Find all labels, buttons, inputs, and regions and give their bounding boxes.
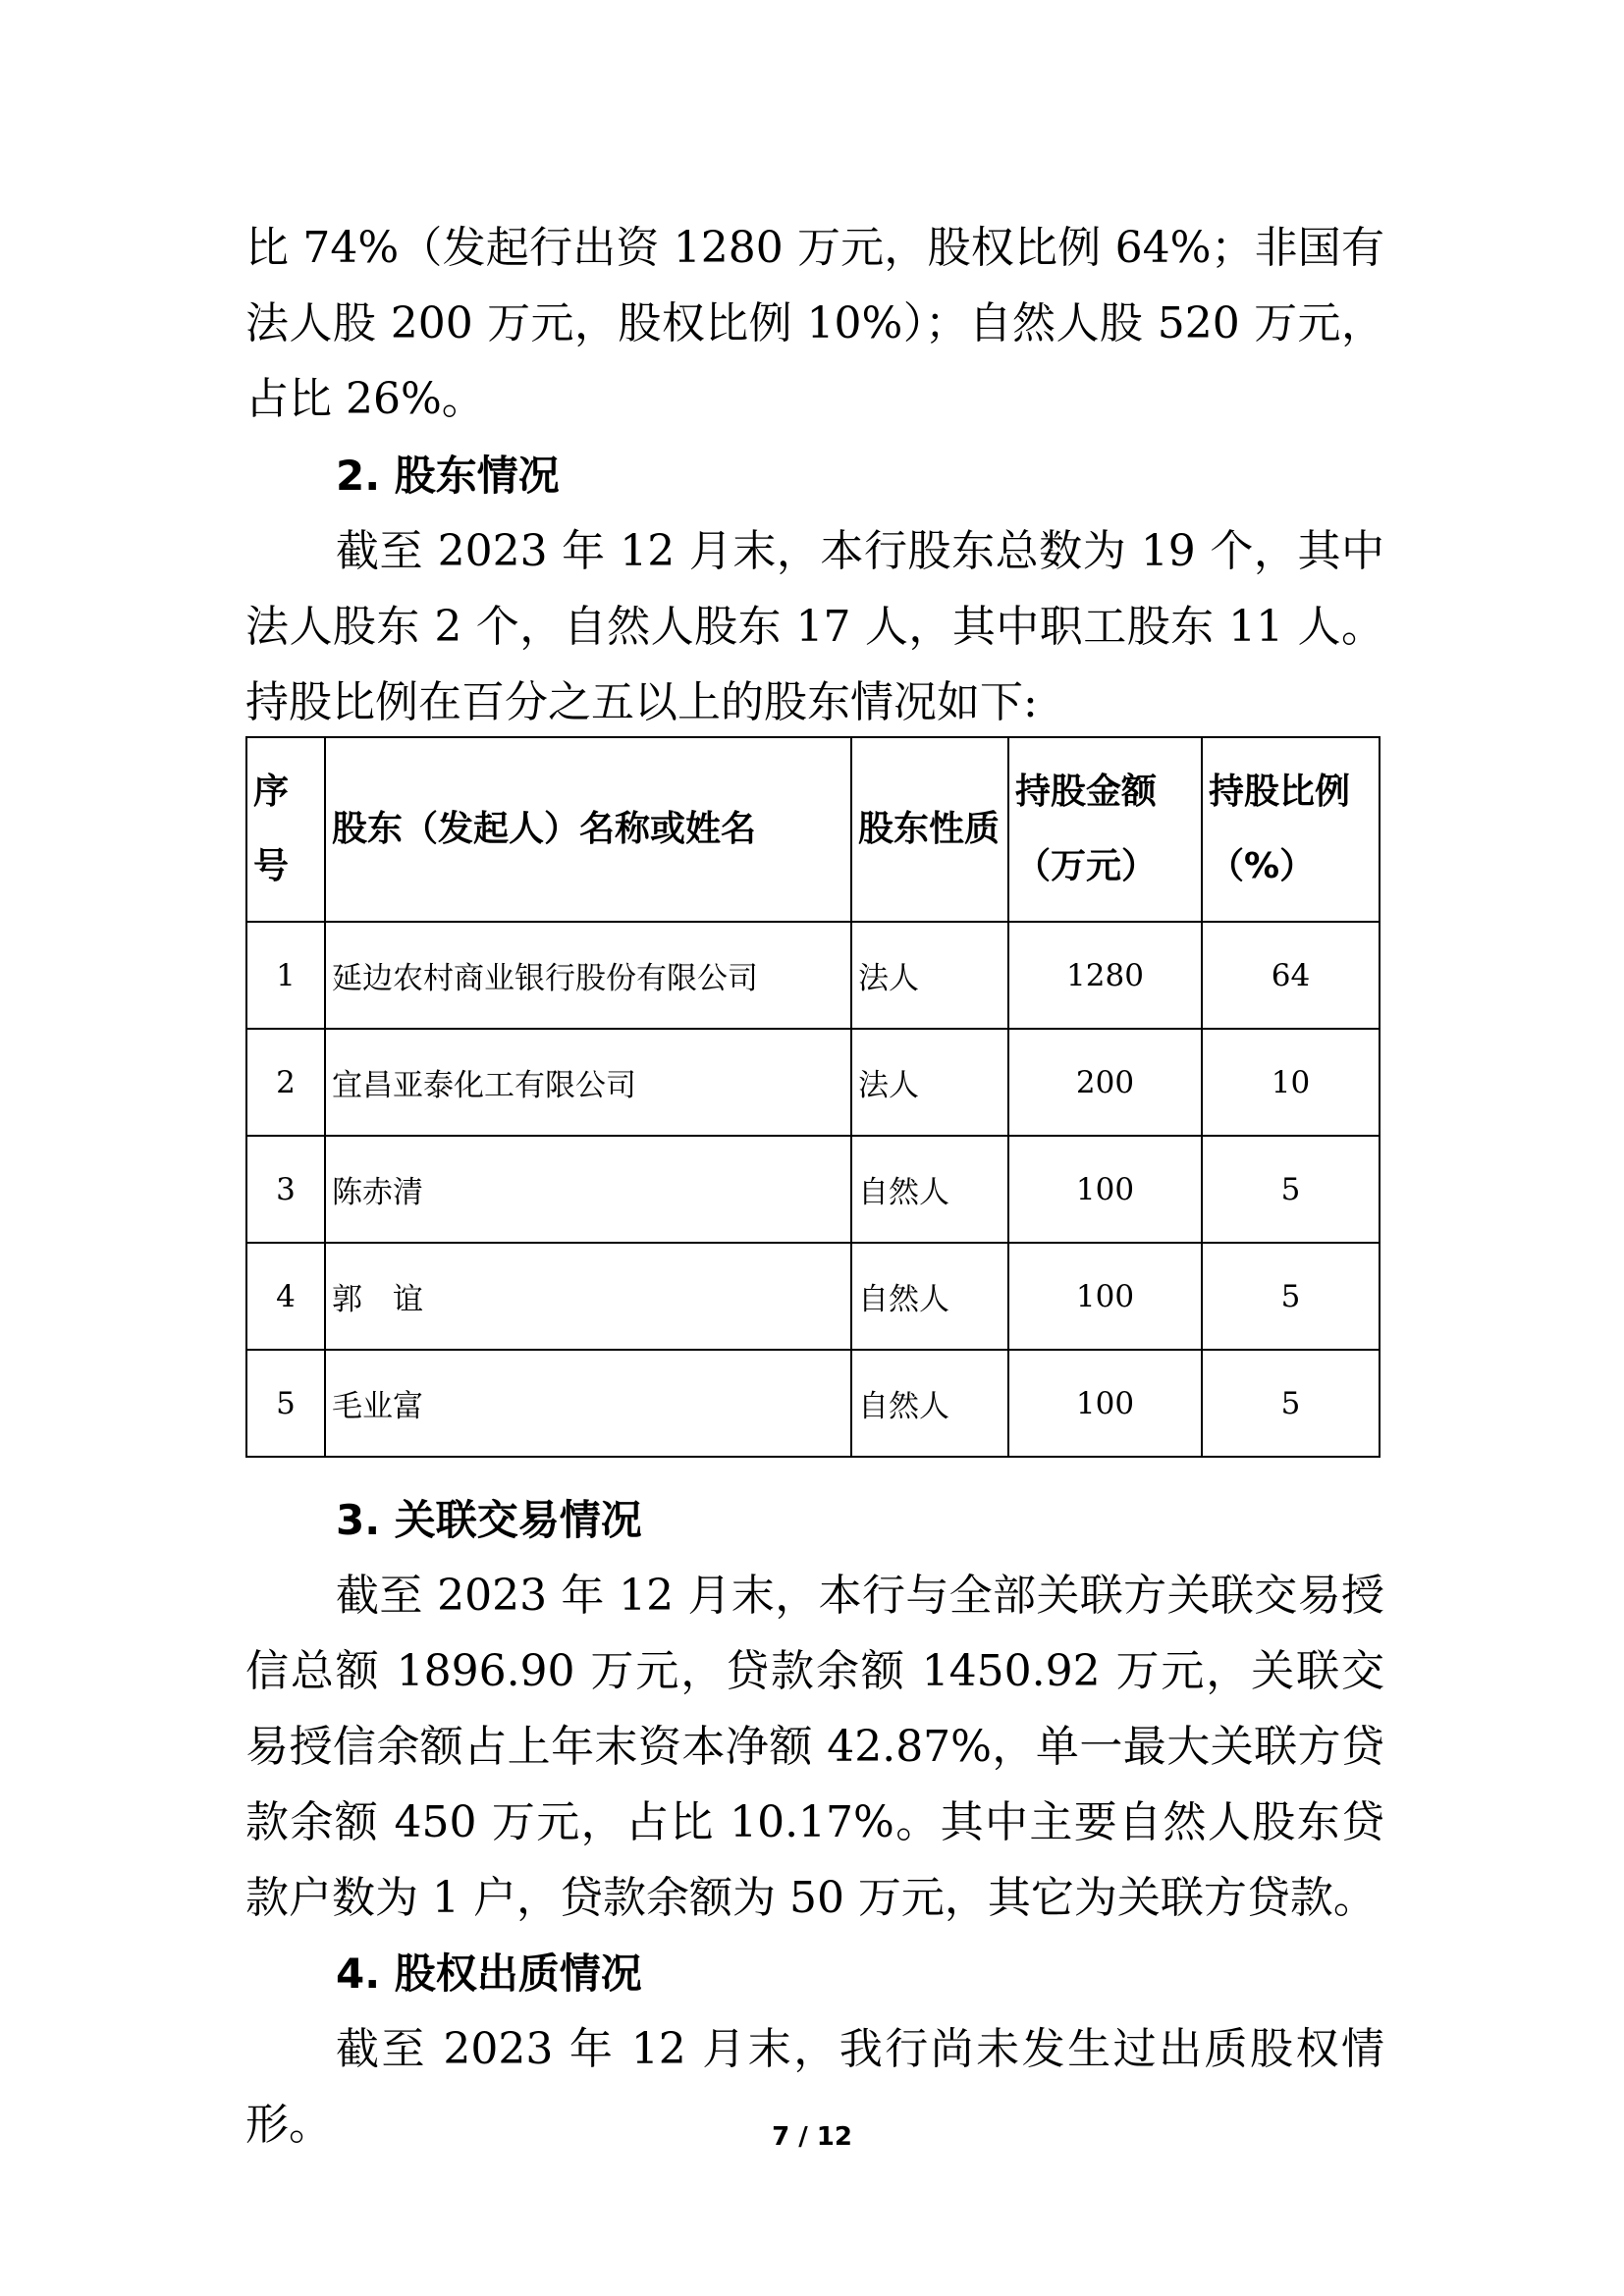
heading-related-transactions: 3. 关联交易情况 [336, 1496, 642, 1544]
paragraph-equity-pledge: 截至 2023 年 12 月末，我行尚未发生过出质股权情形。 [245, 2024, 1384, 2150]
cell-shareholder-type: 自然人 [851, 1243, 1008, 1350]
paragraph-shareholders: 截至 2023 年 12 月末，本行股东总数为 19 个，其中法人股东 2 个，自然人股东 17 人，其中职工股东 11 人。持股比例在百分之五以上的股东情况如下: [245, 526, 1384, 727]
header-shareholder-type: 股东性质 [851, 737, 1008, 922]
header-shareholder-name: 股东（发起人）名称或姓名 [325, 737, 851, 922]
cell-shareholder-type: 自然人 [851, 1136, 1008, 1243]
header-share-ratio: 持股比例（%） [1202, 737, 1380, 922]
table-row [246, 1136, 1380, 1243]
cell-shareholder-name: 宜昌亚泰化工有限公司 [325, 1029, 851, 1136]
header-share-amount: 持股金额（万元） [1008, 737, 1202, 922]
cell-share-amount: 100 [1008, 1136, 1202, 1243]
cell-serial-number: 5 [246, 1350, 325, 1457]
table-row [246, 1350, 1380, 1457]
cell-serial-number: 4 [246, 1243, 325, 1350]
cell-share-ratio: 5 [1202, 1350, 1380, 1457]
cell-shareholder-type: 法人 [851, 922, 1008, 1029]
heading-equity-pledge: 4. 股权出质情况 [336, 1949, 642, 1998]
heading-shareholders: 2. 股东情况 [336, 452, 560, 500]
shareholders-table [245, 736, 1380, 1458]
cell-share-ratio: 5 [1202, 1136, 1380, 1243]
cell-shareholder-name: 陈赤清 [325, 1136, 851, 1243]
paragraph-ownership-structure: 比 74%（发起行出资 1280 万元，股权比例 64%；非国有法人股 200 万元，股权比例 10%）；自然人股 520 万元，占比 26%。 [245, 223, 1384, 424]
cell-serial-number: 2 [246, 1029, 325, 1136]
paragraph-related-transactions: 截至 2023 年 12 月末，本行与全部关联方关联交易授信总额 1896.90 万元，贷款余额 1450.92 万元，关联交易授信余额占上年末资本净额 42.87%，单一最大关联方贷款余额 450 万元，占比 10.17%。其中主要自然人股东贷款户数为 1 户，贷款余额为 50 万元，其它为关联方贷款。 [245, 1571, 1384, 1923]
cell-shareholder-name: 延边农村商业银行股份有限公司 [325, 922, 851, 1029]
cell-share-ratio: 64 [1202, 922, 1380, 1029]
cell-shareholder-type: 法人 [851, 1029, 1008, 1136]
cell-serial-number: 1 [246, 922, 325, 1029]
table-header-row [246, 737, 1380, 922]
cell-share-ratio: 10 [1202, 1029, 1380, 1136]
cell-share-ratio: 5 [1202, 1243, 1380, 1350]
cell-share-amount: 200 [1008, 1029, 1202, 1136]
table-row [246, 922, 1380, 1029]
cell-serial-number: 3 [246, 1136, 325, 1243]
table-row [246, 1243, 1380, 1350]
cell-share-amount: 100 [1008, 1243, 1202, 1350]
page-number: 7 / 12 [772, 2122, 852, 2152]
cell-shareholder-type: 自然人 [851, 1350, 1008, 1457]
cell-share-amount: 100 [1008, 1350, 1202, 1457]
table-row [246, 1029, 1380, 1136]
cell-shareholder-name: 郭 谊 [325, 1243, 851, 1350]
cell-share-amount: 1280 [1008, 922, 1202, 1029]
cell-shareholder-name: 毛业富 [325, 1350, 851, 1457]
header-serial-number: 序号 [246, 737, 325, 922]
